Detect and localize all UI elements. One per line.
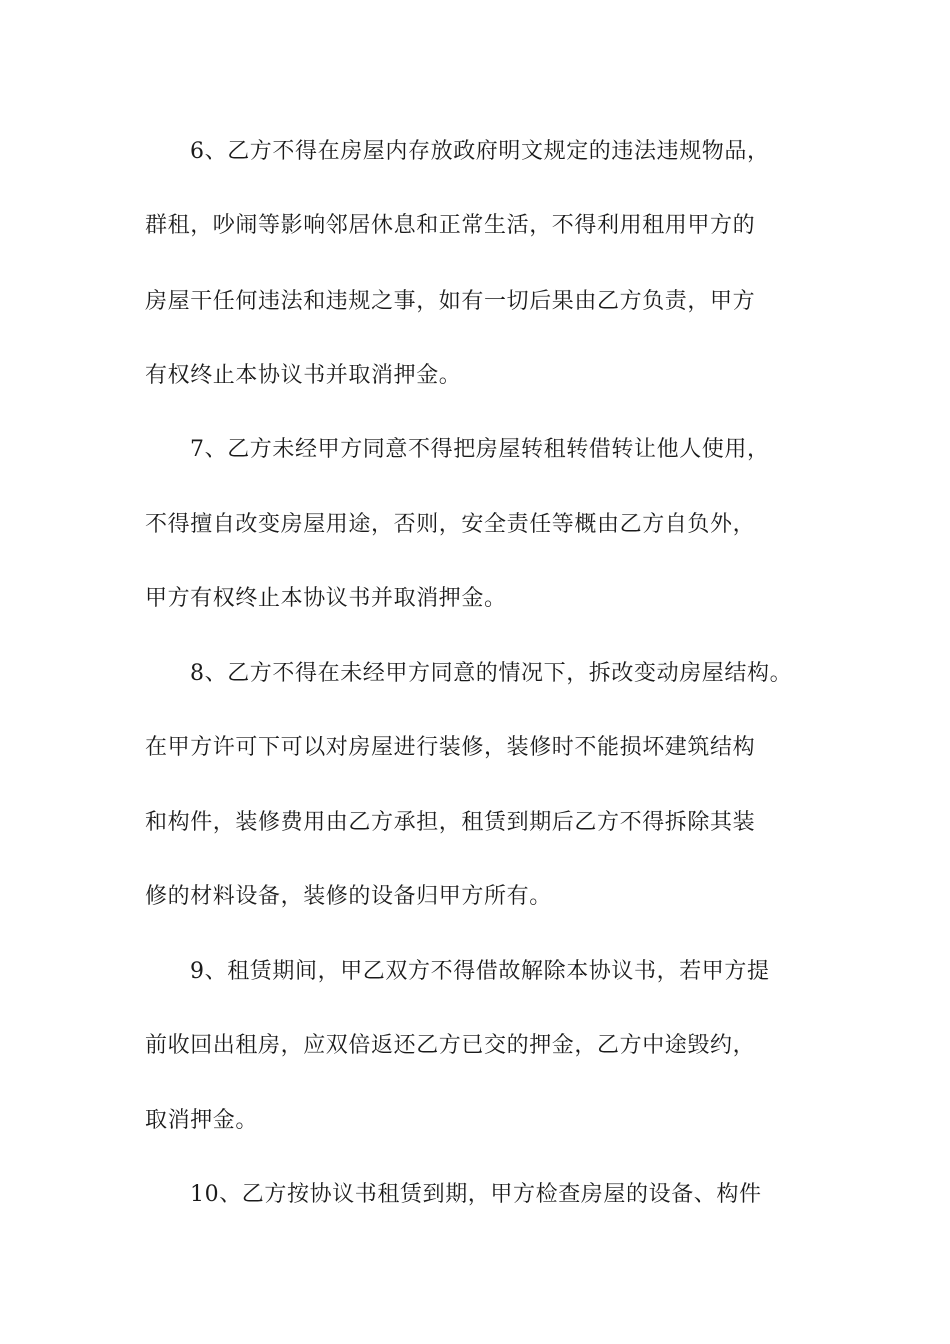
- clause-8-line-3: 和构件，装修费用由乙方承担，租赁到期后乙方不得拆除其装: [145, 810, 756, 835]
- clause-7-line-3: 甲方有权终止本协议书并取消押金。: [145, 586, 507, 611]
- clause-8-line-2: 在甲方许可下可以对房屋进行装修，装修时不能损坏建筑结构: [145, 735, 756, 760]
- clause-7-line-1: 7、乙方未经甲方同意不得把房屋转租转借转让他人使用，: [190, 437, 770, 462]
- clause-8-line-1: 8、乙方不得在未经甲方同意的情况下，拆改变动房屋结构。: [190, 661, 793, 686]
- clause-9-line-3: 取消押金。: [145, 1108, 259, 1133]
- clause-9-line-2: 前收回出租房，应双倍返还乙方已交的押金，乙方中途毁约，: [145, 1033, 756, 1058]
- clause-6-line-4: 有权终止本协议书并取消押金。: [145, 363, 462, 388]
- clause-7-line-2: 不得擅自改变房屋用途，否则，安全责任等概由乙方自负外，: [145, 512, 756, 537]
- clause-6-line-2: 群租，吵闹等影响邻居休息和正常生活，不得利用租用甲方的: [145, 213, 756, 238]
- clause-6-line-1: 6、乙方不得在房屋内存放政府明文规定的违法违规物品，: [190, 139, 770, 164]
- clause-8-line-4: 修的材料设备，装修的设备归甲方所有。: [145, 884, 552, 909]
- clause-9-line-1: 9、租赁期间，甲乙双方不得借故解除本协议书，若甲方提: [190, 959, 770, 984]
- clause-6-line-3: 房屋干任何违法和违规之事，如有一切后果由乙方负责，甲方: [145, 289, 756, 314]
- clause-10-line-1: 10、乙方按协议书租赁到期，甲方检查房屋的设备、构件: [190, 1182, 762, 1207]
